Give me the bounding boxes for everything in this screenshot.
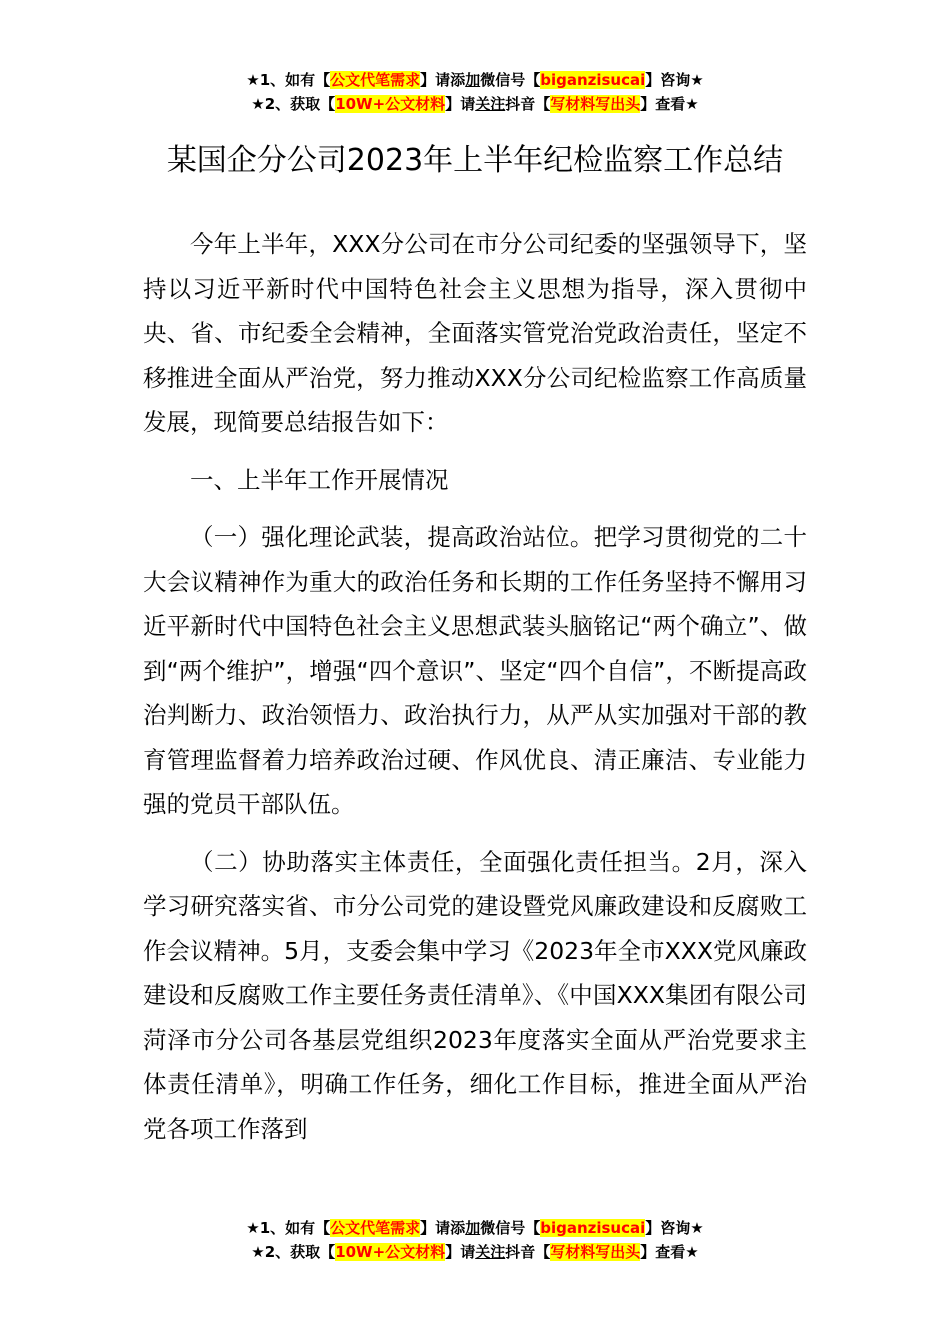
promo-line-1: [0, 1216, 950, 1240]
promo-text: 微信号【: [480, 1219, 541, 1237]
promo-underlined-text: 关注: [475, 95, 506, 113]
promo-text: 抖音【: [505, 1243, 551, 1261]
promo-text: 微信号【: [480, 71, 541, 89]
promo-text: 】查看★: [640, 95, 699, 113]
paragraph-item-1: （一）强化理论武装，提高政治站位。把学习贯彻党的二十大会议精神作为重大的政治任务和长期的工作任务坚持不懈用习近平新时代中国特色社会主义思想武装头脑铭记“两个确立”、做到“两个维护”，增强“四个意识”、坚定“四个自信”，不断提高政治判断力、政治领悟力、政治执行力，从严从实加强对干部的教育管理监督着力培养政治过硬、作风优良、清正廉洁、专业能力强的党员干部队伍。: [143, 523, 807, 818]
promo-text: 】请: [445, 1243, 476, 1261]
promo-highlight: 10W+公文材料: [335, 1243, 446, 1261]
promo-underlined-text: 加: [465, 1219, 481, 1237]
promo-text: 抖音【: [505, 95, 551, 113]
promo-highlight: 写材料写出头: [550, 1243, 641, 1261]
promo-text: 】查看★: [640, 1243, 699, 1261]
promo-underlined-text: 关注: [475, 1243, 506, 1261]
promo-line-1: [0, 68, 950, 92]
promo-highlight: biganzisucai: [540, 71, 646, 89]
promo-text: 】请添: [420, 1219, 466, 1237]
promo-highlight: 公文代笔需求: [330, 71, 421, 89]
promo-line-2: [0, 92, 950, 116]
promo-text: 】咨询★: [645, 71, 704, 89]
promo-highlight: 公文代笔需求: [330, 1219, 421, 1237]
promo-underlined-text: 加: [465, 71, 481, 89]
paragraph-intro: 今年上半年，XXX分公司在市分公司纪委的坚强领导下，坚持以习近平新时代中国特色社会主义思想为指导，深入贯彻中央、省、市纪委全会精神，全面落实管党治党政治责任，坚定不移推进全面从严治党，努力推动XXX分公司纪检监察工作高质量发展，现简要总结报告如下：: [143, 230, 807, 436]
promo-text: ★2、获取【: [251, 95, 336, 113]
promo-text: ★2、获取【: [251, 1243, 336, 1261]
promo-banner-top: [0, 68, 950, 116]
promo-banner-bottom: [0, 1216, 950, 1264]
promo-text: ★1、如有【: [246, 1219, 331, 1237]
promo-highlight: biganzisucai: [540, 1219, 646, 1237]
document-body: [143, 222, 807, 1164]
section-heading: 一、上半年工作开展情况: [190, 465, 449, 494]
promo-text: ★1、如有【: [246, 71, 331, 89]
paragraph-item-2: （二）协助落实主体责任，全面强化责任担当。2月，深入学习研究落实省、市分公司党的建设暨党风廉政建设和反腐败工作会议精神。5月，支委会集中学习《2023年全市XXX党风廉政建设和反腐败工作主要任务责任清单》、《中国XXX集团有限公司菏泽市分公司各基层党组织2023年度落实全面从严治党要求主体责任清单》，明确工作任务，细化工作目标，推进全面从严治党各项工作落到: [143, 847, 807, 1143]
promo-highlight: 写材料写出头: [550, 95, 641, 113]
promo-text: 】咨询★: [645, 1219, 704, 1237]
document-title: 某国企分公司2023年上半年纪检监察工作总结: [166, 143, 784, 179]
promo-text: 】请添: [420, 71, 466, 89]
promo-line-2: [0, 1240, 950, 1264]
promo-highlight: 10W+公文材料: [335, 95, 446, 113]
promo-text: 】请: [445, 95, 476, 113]
